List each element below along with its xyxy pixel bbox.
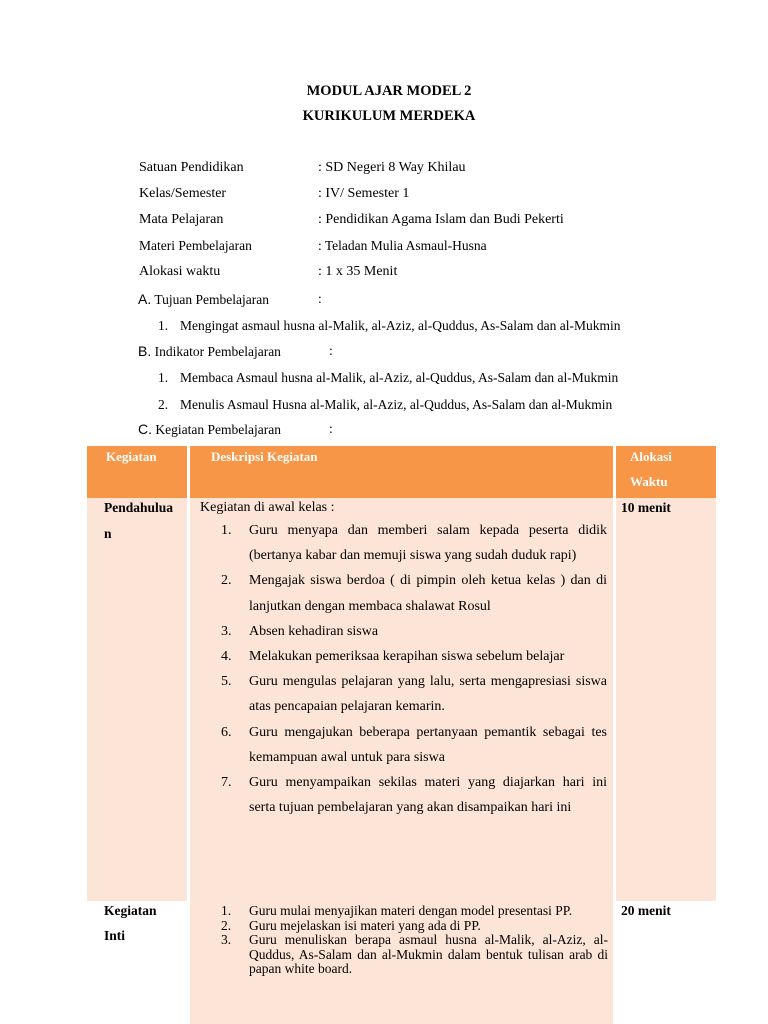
info-value: : IV/ Semester 1 bbox=[318, 186, 410, 201]
section-label: Tujuan Pembelajaran bbox=[154, 292, 269, 307]
list-item: 5. Guru mengulas pelajaran yang lalu, serta mengapresiasi siswa atas pencapaian pelajaran kemarin. bbox=[221, 674, 607, 715]
list-item: 3. Guru menuliskan berapa asmaul husna al-Malik, al-Aziz, al-Quddus, As-Salam dan al-Mukmin dalam bentuk tulisan arab di papan white board. bbox=[221, 932, 608, 977]
info-label: Kelas/Semester bbox=[139, 186, 227, 201]
row1-waktu-cell: 10 menit bbox=[616, 498, 716, 901]
row1-list bbox=[221, 518, 607, 820]
row2-list bbox=[221, 904, 608, 977]
section-letter: B. bbox=[138, 343, 152, 359]
list-item: 2. Mengajak siswa berdoa ( di pimpin oleh ketua kelas ) dan di lanjutkan dengan membaca shalawat Rosul bbox=[221, 573, 607, 614]
list-item: 1. Guru menyapa dan memberi salam kepada peserta didik (bertanya kabar dan memuji siswa yang sudah duduk rapi) bbox=[221, 523, 607, 564]
section-colon: : bbox=[329, 343, 333, 358]
list-item: 2. Menulis Asmaul Husna al-Malik, al-Aziz, al-Quddus, As-Salam dan al-Mukmin bbox=[158, 397, 613, 412]
info-label: Mata Pelajaran bbox=[139, 212, 224, 227]
section-letter: C. bbox=[138, 421, 152, 437]
row1-intro: Kegiatan di awal kelas : bbox=[200, 500, 335, 515]
document-subtitle: KURIKULUM MERDEKA bbox=[302, 108, 476, 124]
info-label: Satuan Pendidikan bbox=[139, 160, 244, 175]
info-label: Materi Pembelajaran bbox=[139, 238, 252, 253]
section-label: Indikator Pembelajaran bbox=[154, 344, 281, 359]
header-kegiatan: Kegiatan bbox=[87, 446, 187, 498]
section-a-heading bbox=[138, 291, 322, 308]
section-colon: : bbox=[329, 421, 333, 436]
section-label: Kegiatan Pembelajaran bbox=[155, 422, 281, 437]
list-item: 7. Guru menyampaikan sekilas materi yang diajarkan hari ini serta tujuan pembelajaran yang akan disampaikan hari ini bbox=[221, 775, 607, 816]
info-value: : Pendidikan Agama Islam dan Budi Pekerti bbox=[318, 212, 564, 227]
document-title: MODUL AJAR MODEL 2 bbox=[306, 83, 472, 99]
info-value: : Teladan Mulia Asmaul-Husna bbox=[318, 238, 487, 253]
row1-deskripsi-cell bbox=[190, 498, 613, 901]
list-item: 4. Melakukan pemeriksaa kerapihan siswa sebelum belajar bbox=[221, 649, 565, 665]
list-item: 1. Guru mulai menyajikan materi dengan model presentasi PP. bbox=[221, 903, 573, 918]
list-item: 6. Guru mengajukan beberapa pertanyaan pemantik sebagai tes kemampuan awal untuk para siswa bbox=[221, 724, 607, 765]
row2-waktu-cell: 20 menit bbox=[616, 901, 716, 1024]
info-label: Alokasi waktu bbox=[139, 264, 221, 279]
list-item: 1. Mengingat asmaul husna al-Malik, al-Aziz, al-Quddus, As-Salam dan al-Mukmin bbox=[158, 318, 621, 333]
list-item: 1. Membaca Asmaul husna al-Malik, al-Aziz, al-Quddus, As-Salam dan al-Mukmin bbox=[158, 370, 619, 385]
header-alokasi: Alokasi Waktu bbox=[616, 446, 716, 498]
info-value: : 1 x 35 Menit bbox=[318, 264, 398, 279]
section-b-heading bbox=[138, 343, 333, 360]
list-item: 2. Guru mejelaskan isi materi yang ada di PP. bbox=[221, 917, 481, 933]
section-colon: : bbox=[318, 291, 322, 306]
row2-deskripsi-cell bbox=[190, 901, 613, 1024]
info-value: : SD Negeri 8 Way Khilau bbox=[318, 160, 466, 175]
section-letter: A. bbox=[138, 291, 152, 307]
header-deskripsi: Deskripsi Kegiatan bbox=[190, 446, 613, 498]
list-item: 3. Absen kehadiran siswa bbox=[221, 623, 379, 639]
row2-kegiatan-cell: Kegiatan Inti bbox=[87, 901, 187, 1024]
row1-kegiatan-cell: Pendahulua n bbox=[87, 498, 187, 901]
section-c-heading bbox=[138, 421, 333, 438]
